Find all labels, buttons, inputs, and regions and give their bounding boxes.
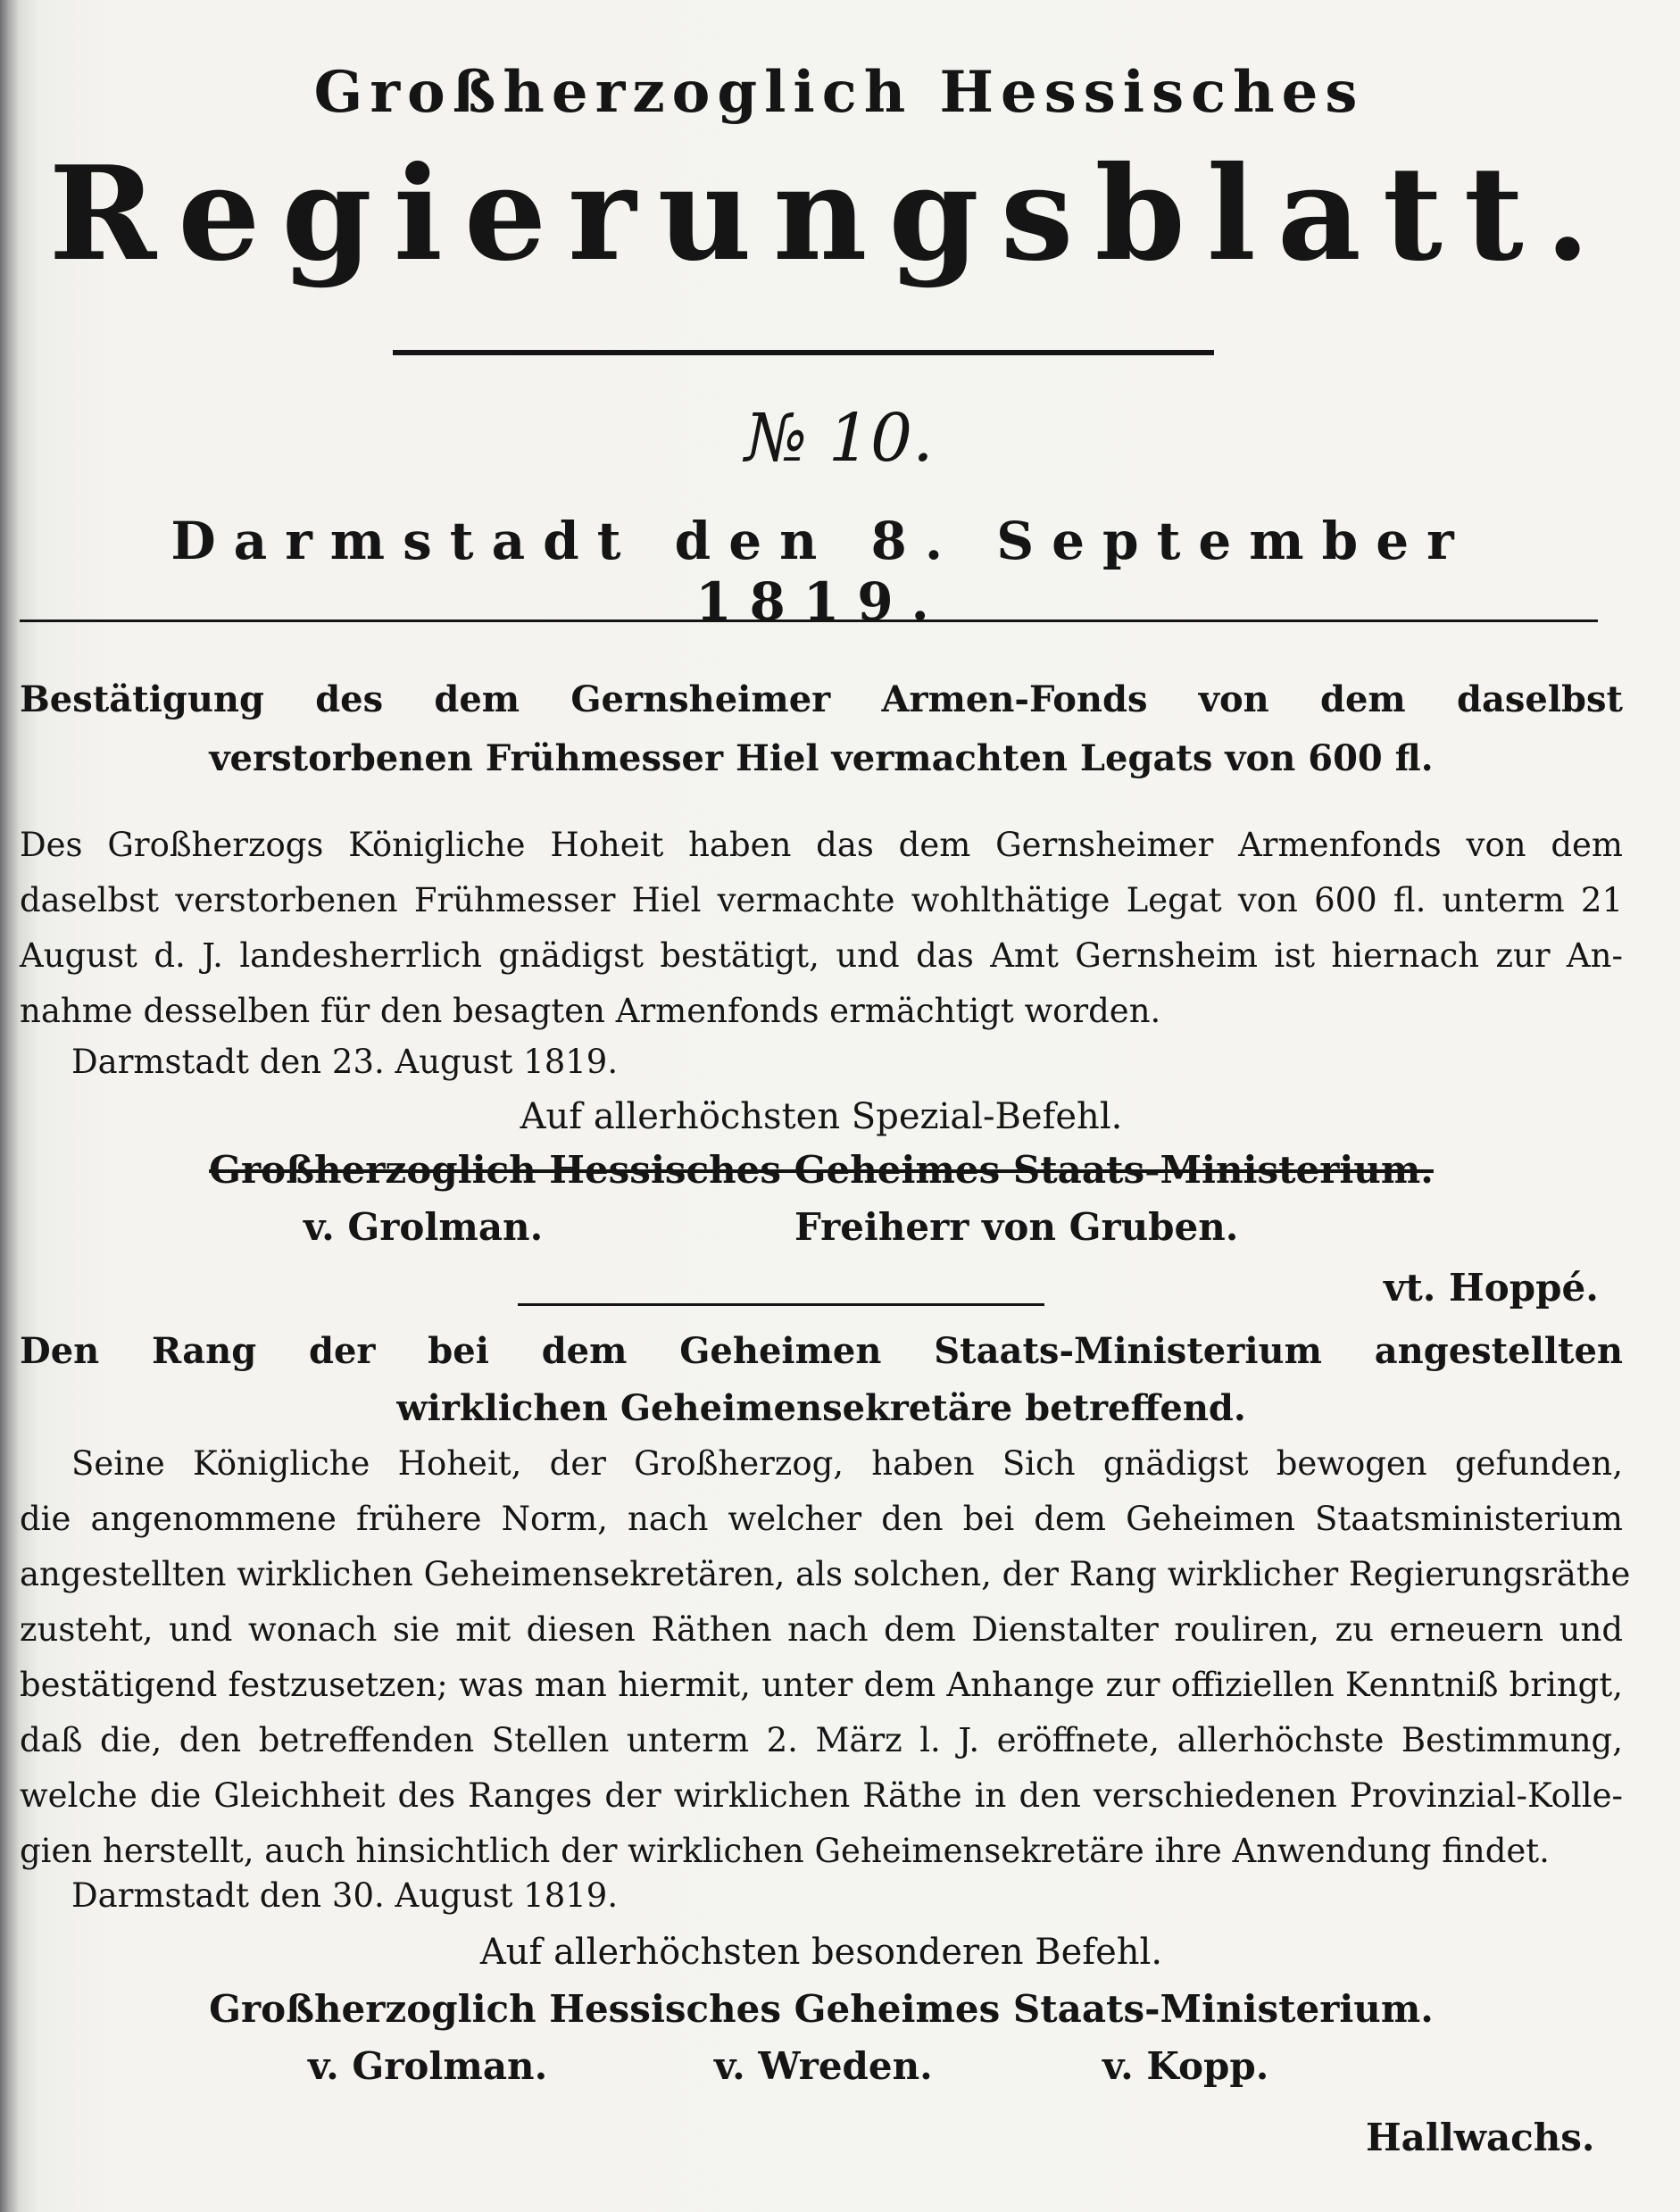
article1-ministry: Großherzoglich Hessisches Geheimes Staats-Ministerium. bbox=[209, 1148, 1434, 1192]
article1-body-line: Des Großherzogs Königliche Hoheit haben das dem Gernsheimer Armenfonds von dem bbox=[20, 826, 1623, 864]
article1-signatory-left: v. Grolman. bbox=[304, 1205, 544, 1249]
article2-order: Auf allerhöchsten besonderen Befehl. bbox=[479, 1932, 1163, 1973]
article2-body-line: angestellten wirklichen Geheimensekretären, als solchen, der Rang wirklicher Regierungsräthe bbox=[20, 1555, 1631, 1593]
article2-signatory-1: v. Grolman. bbox=[308, 2044, 548, 2088]
article2-signatory-3: v. Kopp. bbox=[1102, 2044, 1269, 2088]
article-separator bbox=[518, 1303, 1044, 1306]
article2-countersign: Hallwachs. bbox=[1366, 2116, 1595, 2159]
masthead-line1: Großherzoglich Hessisches bbox=[313, 59, 1365, 126]
article2-body-line: Seine Königliche Hoheit, der Großherzog, haben Sich gnädigst bewogen gefunden, bbox=[71, 1444, 1623, 1483]
article2-title-line: Den Rang der bei dem Geheimen Staats-Ministerium angestellten bbox=[20, 1330, 1623, 1372]
article1-body-line: daselbst verstorbenen Frühmesser Hiel vermachte wohlthätige Legat von 600 fl. unterm 21 bbox=[20, 881, 1623, 919]
article2-body-line: bestätigend festzusetzen; was man hiermit, unter dem Anhange zur offiziellen Kenntniß bringt, bbox=[20, 1666, 1623, 1704]
article1-body-line: August d. J. landesherrlich gnädigst bestätigt, und das Amt Gernsheim ist hiernach zur An- bbox=[20, 936, 1623, 975]
article1-order: Auf allerhöchsten Spezial-Befehl. bbox=[520, 1096, 1123, 1137]
issue-number: № 10. bbox=[744, 400, 934, 477]
article1-date: Darmstadt den 23. August 1819. bbox=[71, 1043, 619, 1081]
article1-title-line: Bestätigung des dem Gernsheimer Armen-Fonds von dem daselbst bbox=[20, 678, 1623, 720]
masthead-title: Regierungsblatt. bbox=[48, 138, 1612, 290]
article2-body-line: welche die Gleichheit des Ranges der wirklichen Räthe in den verschiedenen Provinzial-Kolle- bbox=[20, 1776, 1623, 1815]
article1-title-line: verstorbenen Frühmesser Hiel vermachten Legats von 600 fl. bbox=[209, 737, 1434, 779]
article2-body-line: daß die, den betreffenden Stellen unterm 2. März l. J. eröffnete, allerhöchste Bestimmung, bbox=[20, 1721, 1623, 1759]
article2-title-line: wirklichen Geheimensekretäre betreffend. bbox=[396, 1387, 1246, 1429]
article1-body-line: nahme desselben für den besagten Armenfonds ermächtigt worden. bbox=[20, 992, 1161, 1030]
article1-signatory-right: Freiherr von Gruben. bbox=[794, 1205, 1239, 1249]
article2-date: Darmstadt den 30. August 1819. bbox=[71, 1876, 619, 1915]
article2-body-line: gien herstellt, auch hinsichtlich der wirklichen Geheimensekretäre ihre Anwendung findet. bbox=[20, 1832, 1550, 1870]
article2-ministry: Großherzoglich Hessisches Geheimes Staats-Ministerium. bbox=[209, 1987, 1434, 2031]
article1-countersign: vt. Hoppé. bbox=[1384, 1266, 1599, 1310]
masthead-rule bbox=[393, 350, 1214, 355]
issue-dateline: Darmstadt den 8. September 1819. bbox=[170, 511, 1472, 632]
article2-signatory-2: v. Wreden. bbox=[714, 2044, 933, 2088]
dateline-rule bbox=[20, 620, 1598, 622]
article2-body-line: die angenommene frühere Norm, nach welcher den bei dem Geheimen Staatsministerium bbox=[20, 1500, 1623, 1538]
article2-body-line: zusteht, und wonach sie mit diesen Räthen nach dem Dienstalter rouliren, zu erneuern und bbox=[20, 1610, 1623, 1649]
